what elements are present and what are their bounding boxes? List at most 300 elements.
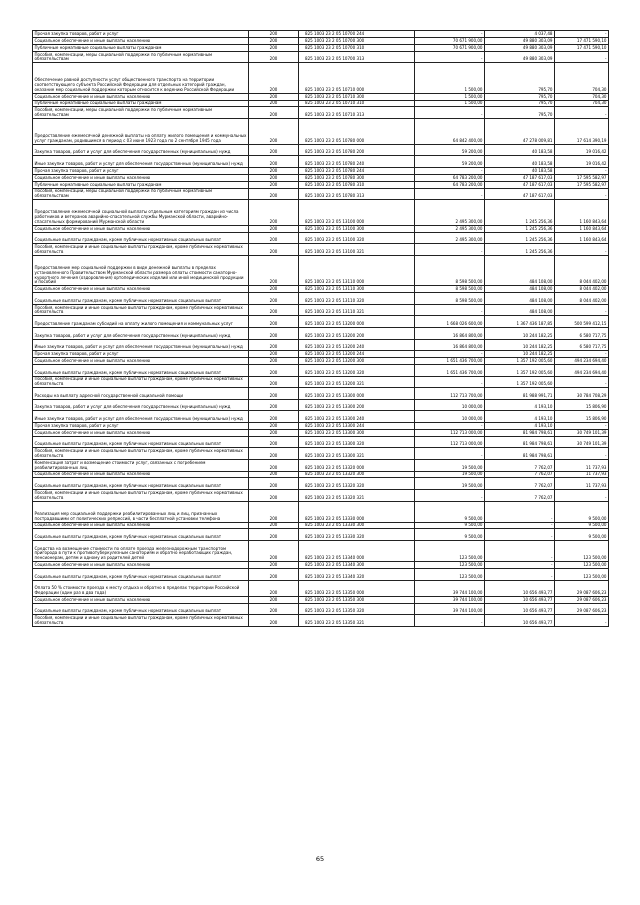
table-row (33, 411, 609, 423)
row-executed-cell: 795,70 (485, 63, 555, 93)
row-approved-cell: 1 500,00 (415, 93, 485, 100)
row-approved-cell: 64 783 200,00 (415, 174, 485, 181)
row-executed-cell: - (485, 568, 555, 580)
row-name-cell: Пособия, компенсации и иные социальные выплаты гражданам, кроме публичных нормативных обязательств (33, 615, 249, 627)
row-kbk-cell: 825 1003 23 2 05 13300 240 (299, 411, 415, 423)
row-code-cell: 200 (249, 459, 299, 471)
row-executed-cell: 10 656 493,77 (485, 596, 555, 603)
row-approved-cell: 19 500,00 (415, 471, 485, 478)
row-remaining-cell: - (555, 51, 609, 63)
row-executed-cell: 47 187 617,03 (485, 181, 555, 188)
table-row (33, 388, 609, 400)
row-approved-cell: 19 500,00 (415, 459, 485, 471)
row-approved-cell: 8 598 500,00 (415, 255, 485, 285)
row-code-cell: 200 (249, 293, 299, 305)
table-row (33, 562, 609, 569)
table-row (33, 471, 609, 478)
row-remaining-cell: 30 749 101,39 (555, 436, 609, 448)
row-kbk-cell: 825 1003 23 2 05 13320 300 (299, 471, 415, 478)
row-code-cell: 200 (249, 304, 299, 316)
row-kbk-cell: 825 1003 23 2 05 13200 000 (299, 316, 415, 328)
row-remaining-cell: 1 160 843,64 (555, 200, 609, 226)
table-row (33, 286, 609, 293)
row-executed-cell: 795,70 (485, 93, 555, 100)
row-approved-cell: 112 713 000,00 (415, 429, 485, 436)
row-approved-cell: 1 668 026 600,00 (415, 316, 485, 328)
row-remaining-cell: - (555, 615, 609, 627)
row-name-cell: Публичные нормативные социальные выплаты гражданам (33, 44, 249, 51)
row-executed-cell: 10 656 493,77 (485, 603, 555, 615)
row-executed-cell: 49 880 303,09 (485, 51, 555, 63)
row-approved-cell: 64 783 200,00 (415, 181, 485, 188)
row-name-cell: Пособия, компенсации, меры социальной поддержки по публичным нормативным обязательствам (33, 107, 249, 119)
row-remaining-cell: 9 500,00 (555, 529, 609, 541)
row-name-cell: Социальные выплаты гражданам, кроме публичных нормативных социальных выплат (33, 529, 249, 541)
row-kbk-cell: 825 1003 23 2 05 10700 244 (299, 31, 415, 38)
row-kbk-cell: 825 1003 23 2 05 13300 321 (299, 448, 415, 460)
row-executed-cell: 10 244 182,25 (485, 328, 555, 340)
row-approved-cell: 112 713 700,00 (415, 388, 485, 400)
table-row (33, 167, 609, 174)
row-approved-cell: 64 842 400,00 (415, 119, 485, 145)
row-kbk-cell: 825 1003 23 2 05 13320 000 (299, 459, 415, 471)
row-executed-cell: 10 244 182,25 (485, 339, 555, 351)
row-name-cell: Социальное обеспечение и иные выплаты населению (33, 358, 249, 365)
table-row (33, 232, 609, 244)
row-remaining-cell: - (555, 376, 609, 388)
row-approved-cell: - (415, 351, 485, 358)
row-approved-cell: 39 744 100,00 (415, 580, 485, 596)
row-code-cell: 200 (249, 181, 299, 188)
row-code-cell: 200 (249, 100, 299, 107)
row-kbk-cell: 825 1003 23 2 05 13300 000 (299, 388, 415, 400)
row-approved-cell: 123 500,00 (415, 541, 485, 562)
row-executed-cell: 49 880 303,09 (485, 44, 555, 51)
row-approved-cell: 1 651 436 700,00 (415, 358, 485, 365)
row-remaining-cell: 29 087 606,23 (555, 603, 609, 615)
row-kbk-cell: 825 1003 23 2 05 10780 310 (299, 181, 415, 188)
row-approved-cell: - (415, 489, 485, 501)
row-executed-cell: 1 357 192 005,60 (485, 358, 555, 365)
row-remaining-cell: - (555, 489, 609, 501)
row-code-cell: 200 (249, 436, 299, 448)
table-row (33, 364, 609, 376)
row-name-cell: Пособия, компенсации и иные социальные выплаты гражданам, кроме публичных нормативных обязательств (33, 376, 249, 388)
row-approved-cell: 59 200,00 (415, 156, 485, 168)
row-kbk-cell: 825 1003 23 2 05 13200 321 (299, 376, 415, 388)
row-approved-cell: 9 500,00 (415, 529, 485, 541)
table-row (33, 615, 609, 627)
row-name-cell: Иные закупки товаров, работ и услуг для обеспечения государственных (муниципальных) нужд (33, 339, 249, 351)
row-remaining-cell: 8 044 402,00 (555, 293, 609, 305)
row-name-cell: Социальное обеспечение и иные выплаты населению (33, 37, 249, 44)
row-executed-cell: - (485, 522, 555, 529)
table-row (33, 144, 609, 156)
row-code-cell: 200 (249, 399, 299, 411)
row-executed-cell: 40 183,58 (485, 167, 555, 174)
row-name-cell: Закупка товаров, работ и услуг для обеспечения государственных (муниципальных) нужд (33, 144, 249, 156)
table-row (33, 501, 609, 522)
row-kbk-cell: 825 1003 23 2 05 13200 320 (299, 364, 415, 376)
row-name-cell: Пособия, компенсации, меры социальной поддержки по публичным нормативным обязательствам (33, 188, 249, 200)
row-kbk-cell: 825 1003 23 2 05 13350 000 (299, 580, 415, 596)
row-name-cell: Средства на возмещение стоимости по оплате проезда железнодорожным транспортом пригорода в пути к противотуберкулезным санаториям и обратно неработающих граждан, пенсионерам, детям и одному из родителей детей (33, 541, 249, 562)
row-executed-cell: 7 762,07 (485, 471, 555, 478)
row-remaining-cell: 17 595 582,97 (555, 174, 609, 181)
row-executed-cell: 81 984 798,61 (485, 436, 555, 448)
table-row (33, 422, 609, 429)
row-name-cell: Предоставление мер социальной поддержки в виде денежной выплаты в пределах установленного Правительством Мурманской области размера оплаты стоимости санаторно-курортного лечения (оздоровления) ортопедических изделий или иной медицинской продукции и пособий (33, 255, 249, 285)
row-remaining-cell: 11 737,93 (555, 478, 609, 490)
table-row (33, 174, 609, 181)
row-code-cell: 200 (249, 225, 299, 232)
row-code-cell: 200 (249, 144, 299, 156)
budget-table (32, 30, 609, 627)
row-approved-cell: 1 651 436 700,00 (415, 364, 485, 376)
table-row (33, 529, 609, 541)
row-executed-cell: 4 193,10 (485, 399, 555, 411)
row-remaining-cell: 17 471 590,10 (555, 37, 609, 44)
row-remaining-cell: 30 749 101,39 (555, 429, 609, 436)
row-executed-cell: 10 656 493,77 (485, 580, 555, 596)
row-name-cell: Пособия, компенсации и иные социальные выплаты гражданам, кроме публичных нормативных обязательств (33, 448, 249, 460)
row-approved-cell: - (415, 448, 485, 460)
row-kbk-cell: 825 1003 23 2 05 10700 310 (299, 44, 415, 51)
row-kbk-cell: 825 1003 23 2 05 13340 300 (299, 562, 415, 569)
row-executed-cell: 484 108,00 (485, 255, 555, 285)
table-row (33, 568, 609, 580)
row-remaining-cell: 8 044 402,00 (555, 286, 609, 293)
row-name-cell: Социальное обеспечение и иные выплаты населению (33, 471, 249, 478)
row-remaining-cell: 8 044 402,00 (555, 255, 609, 285)
row-code-cell: 200 (249, 51, 299, 63)
table-row (33, 244, 609, 256)
table-row (33, 339, 609, 351)
row-code-cell: 200 (249, 93, 299, 100)
row-name-cell: Пособия, компенсации и иные социальные выплаты гражданам, кроме публичных нормативных обязательств (33, 244, 249, 256)
row-remaining-cell: - (555, 448, 609, 460)
row-name-cell: Социальные выплаты гражданам, кроме публичных нормативных социальных выплат (33, 232, 249, 244)
row-name-cell: Предоставление ежемесячной денежной выплаты на оплату жилого помещения и коммунальных услуг гражданам, родившимся в период с 03 июня 1923 года по 2 сентября 1945 года (33, 119, 249, 145)
row-code-cell: 200 (249, 358, 299, 365)
row-executed-cell: 7 762,07 (485, 459, 555, 471)
row-kbk-cell: 825 1003 23 2 05 10780 000 (299, 119, 415, 145)
row-approved-cell: - (415, 615, 485, 627)
row-approved-cell: 16 864 800,00 (415, 328, 485, 340)
row-code-cell: 200 (249, 167, 299, 174)
row-kbk-cell: 825 1003 23 2 05 10780 240 (299, 156, 415, 168)
row-kbk-cell: 825 1003 23 2 05 10780 313 (299, 188, 415, 200)
row-name-cell: Иные закупки товаров, работ и услуг для обеспечения государственных (муниципальных) нужд (33, 411, 249, 423)
row-kbk-cell: 825 1003 23 2 05 10780 200 (299, 144, 415, 156)
table-row (33, 181, 609, 188)
table-row (33, 316, 609, 328)
row-code-cell: 200 (249, 471, 299, 478)
row-approved-cell: - (415, 422, 485, 429)
row-kbk-cell: 825 1003 23 2 05 10710 300 (299, 93, 415, 100)
row-name-cell: Оплата 50 % стоимости проезда к месту отдыха и обратно в пределах территории Российской Федерации (один раз в два года) (33, 580, 249, 596)
row-code-cell: 200 (249, 489, 299, 501)
table-row (33, 255, 609, 285)
table-row (33, 44, 609, 51)
row-executed-cell: 484 108,00 (485, 304, 555, 316)
row-name-cell: Социальные выплаты гражданам, кроме публичных нормативных социальных выплат (33, 293, 249, 305)
row-code-cell: 200 (249, 156, 299, 168)
table-row (33, 328, 609, 340)
row-code-cell: 200 (249, 429, 299, 436)
row-executed-cell: - (485, 541, 555, 562)
row-code-cell: 200 (249, 529, 299, 541)
row-remaining-cell: 123 500,00 (555, 562, 609, 569)
row-remaining-cell: 30 784 708,29 (555, 388, 609, 400)
row-name-cell: Прочая закупка товаров, работ и услуг (33, 31, 249, 38)
row-code-cell: 200 (249, 603, 299, 615)
row-code-cell: 200 (249, 580, 299, 596)
row-remaining-cell: 1 160 843,64 (555, 232, 609, 244)
row-remaining-cell: 11 737,93 (555, 459, 609, 471)
row-remaining-cell: 29 087 606,23 (555, 580, 609, 596)
row-remaining-cell: 123 500,00 (555, 541, 609, 562)
row-kbk-cell: 825 1003 23 2 05 13100 300 (299, 225, 415, 232)
table-row (33, 225, 609, 232)
row-kbk-cell: 825 1003 23 2 05 13100 320 (299, 232, 415, 244)
table-row (33, 156, 609, 168)
row-remaining-cell: 123 500,00 (555, 568, 609, 580)
row-code-cell: 200 (249, 119, 299, 145)
table-row (33, 119, 609, 145)
table-row (33, 596, 609, 603)
row-name-cell: Социальные выплаты гражданам, кроме публичных нормативных социальных выплат (33, 364, 249, 376)
row-code-cell: 200 (249, 188, 299, 200)
row-executed-cell: 81 988 991,71 (485, 388, 555, 400)
row-remaining-cell: 9 500,00 (555, 522, 609, 529)
row-executed-cell: 10 656 493,77 (485, 615, 555, 627)
row-name-cell: Прочая закупка товаров, работ и услуг (33, 167, 249, 174)
row-name-cell: Социальное обеспечение и иные выплаты населению (33, 522, 249, 529)
row-executed-cell: 81 984 798,61 (485, 448, 555, 460)
row-remaining-cell: 17 595 582,97 (555, 181, 609, 188)
row-kbk-cell: 825 1003 23 2 05 10710 313 (299, 107, 415, 119)
row-kbk-cell: 825 1003 23 2 05 13110 321 (299, 304, 415, 316)
row-code-cell: 200 (249, 596, 299, 603)
row-executed-cell: 795,70 (485, 100, 555, 107)
table-row (33, 448, 609, 460)
row-code-cell: 200 (249, 364, 299, 376)
row-remaining-cell: 11 737,93 (555, 471, 609, 478)
row-code-cell: 200 (249, 63, 299, 93)
row-name-cell: Реализация мер социальной поддержки реабилитированных лиц и лиц, признанных пострадавшими от политических репрессий, в части бесплатной установки телефона (33, 501, 249, 522)
row-approved-cell: 9 500,00 (415, 501, 485, 522)
row-name-cell: Пособия, компенсации и иные социальные выплаты гражданам, кроме публичных нормативных обязательств (33, 304, 249, 316)
row-approved-cell: 59 200,00 (415, 144, 485, 156)
row-name-cell: Иные закупки товаров, работ и услуг для обеспечения государственных (муниципальных) нужд (33, 156, 249, 168)
report-page (32, 30, 608, 627)
row-name-cell: Закупка товаров, работ и услуг для обеспечения государственных (муниципальных) нужд (33, 328, 249, 340)
row-executed-cell: 1 245 256,36 (485, 232, 555, 244)
row-kbk-cell: 825 1003 23 2 05 13200 200 (299, 328, 415, 340)
row-remaining-cell: 15 806,90 (555, 411, 609, 423)
row-code-cell: 200 (249, 339, 299, 351)
row-remaining-cell: - (555, 422, 609, 429)
row-remaining-cell: 704,30 (555, 63, 609, 93)
row-kbk-cell: 825 1003 23 2 05 13330 300 (299, 522, 415, 529)
row-executed-cell: 47 187 617,03 (485, 188, 555, 200)
row-approved-cell: - (415, 31, 485, 38)
row-kbk-cell: 825 1003 23 2 05 13200 300 (299, 358, 415, 365)
row-approved-cell: 9 500,00 (415, 522, 485, 529)
row-remaining-cell: 17 614 390,19 (555, 119, 609, 145)
row-remaining-cell: - (555, 31, 609, 38)
row-name-cell: Социальное обеспечение и иные выплаты населению (33, 562, 249, 569)
row-remaining-cell: - (555, 351, 609, 358)
row-approved-cell: 112 713 000,00 (415, 436, 485, 448)
row-remaining-cell: 494 234 694,40 (555, 358, 609, 365)
table-row (33, 351, 609, 358)
row-kbk-cell: 825 1003 23 2 05 13350 300 (299, 596, 415, 603)
row-name-cell: Обеспечение равной доступности услуг общественного транспорта на территории соответствующего субъекта Российской Федерации для отдельных категорий граждан, оказание мер социальной поддержки которым относится к ведению Российской Федерации (33, 63, 249, 93)
row-name-cell: Социальные выплаты гражданам, кроме публичных нормативных социальных выплат (33, 603, 249, 615)
row-kbk-cell: 825 1003 23 2 05 13320 321 (299, 489, 415, 501)
row-name-cell: Социальное обеспечение и иные выплаты населению (33, 429, 249, 436)
row-remaining-cell: 6 580 717,75 (555, 328, 609, 340)
table-row (33, 436, 609, 448)
table-row (33, 580, 609, 596)
row-approved-cell: - (415, 167, 485, 174)
row-executed-cell: 47 187 617,03 (485, 174, 555, 181)
row-code-cell: 200 (249, 411, 299, 423)
row-approved-cell: 123 500,00 (415, 568, 485, 580)
row-remaining-cell: 6 580 717,75 (555, 339, 609, 351)
row-kbk-cell: 825 1003 23 2 05 13300 300 (299, 429, 415, 436)
row-remaining-cell: - (555, 244, 609, 256)
row-approved-cell: 2 495 300,00 (415, 232, 485, 244)
table-row (33, 304, 609, 316)
row-approved-cell: 8 598 500,00 (415, 293, 485, 305)
row-kbk-cell: 825 1003 23 2 05 13100 000 (299, 200, 415, 226)
row-code-cell: 200 (249, 316, 299, 328)
row-approved-cell: 39 744 100,00 (415, 596, 485, 603)
table-row (33, 293, 609, 305)
row-approved-cell: 2 495 300,00 (415, 225, 485, 232)
row-kbk-cell: 825 1003 23 2 05 13350 321 (299, 615, 415, 627)
row-remaining-cell: 19 016,42 (555, 144, 609, 156)
row-code-cell: 200 (249, 31, 299, 38)
row-kbk-cell: 825 1003 23 2 05 13110 000 (299, 255, 415, 285)
row-name-cell: Социальные выплаты гражданам, кроме публичных нормативных социальных выплат (33, 478, 249, 490)
row-executed-cell: 484 108,00 (485, 286, 555, 293)
row-kbk-cell: 825 1003 23 2 05 13320 320 (299, 478, 415, 490)
row-name-cell: Социальные выплаты гражданам, кроме публичных нормативных социальных выплат (33, 568, 249, 580)
row-name-cell: Публичные нормативные социальные выплаты гражданам (33, 181, 249, 188)
row-kbk-cell: 825 1003 23 2 05 10780 300 (299, 174, 415, 181)
row-remaining-cell: 29 087 606,23 (555, 596, 609, 603)
row-remaining-cell: - (555, 304, 609, 316)
row-code-cell: 200 (249, 541, 299, 562)
row-remaining-cell: - (555, 167, 609, 174)
row-remaining-cell: 704,30 (555, 93, 609, 100)
row-name-cell: Социальное обеспечение и иные выплаты населению (33, 596, 249, 603)
row-name-cell: Социальное обеспечение и иные выплаты населению (33, 225, 249, 232)
row-kbk-cell: 825 1003 23 2 05 10700 300 (299, 37, 415, 44)
row-remaining-cell: 9 500,00 (555, 501, 609, 522)
row-code-cell: 200 (249, 422, 299, 429)
row-executed-cell: 1 357 192 005,60 (485, 376, 555, 388)
row-executed-cell: 4 193,10 (485, 422, 555, 429)
table-row (33, 376, 609, 388)
row-executed-cell: - (485, 562, 555, 569)
row-executed-cell: 7 762,07 (485, 478, 555, 490)
row-code-cell: 200 (249, 501, 299, 522)
row-code-cell: 200 (249, 448, 299, 460)
row-kbk-cell: 825 1003 23 2 05 13340 320 (299, 568, 415, 580)
row-code-cell: 200 (249, 478, 299, 490)
row-approved-cell: 39 744 100,00 (415, 603, 485, 615)
row-code-cell: 200 (249, 244, 299, 256)
table-row (33, 107, 609, 119)
row-executed-cell: 1 245 256,36 (485, 225, 555, 232)
row-executed-cell: 4 193,10 (485, 411, 555, 423)
row-code-cell: 200 (249, 232, 299, 244)
row-code-cell: 200 (249, 522, 299, 529)
table-row (33, 200, 609, 226)
row-approved-cell: 10 000,00 (415, 411, 485, 423)
row-approved-cell: 123 500,00 (415, 562, 485, 569)
row-remaining-cell: 704,30 (555, 100, 609, 107)
row-kbk-cell: 825 1003 23 2 05 10710 310 (299, 100, 415, 107)
row-executed-cell: 7 762,07 (485, 489, 555, 501)
row-executed-cell: 1 367 436 187,85 (485, 316, 555, 328)
row-code-cell: 200 (249, 562, 299, 569)
row-executed-cell: 49 880 303,09 (485, 37, 555, 44)
row-kbk-cell: 825 1003 23 2 05 13110 300 (299, 286, 415, 293)
table-row (33, 522, 609, 529)
row-executed-cell: - (485, 501, 555, 522)
row-kbk-cell: 825 1003 23 2 05 13300 320 (299, 436, 415, 448)
row-kbk-cell: 825 1003 23 2 05 13100 321 (299, 244, 415, 256)
row-code-cell: 200 (249, 328, 299, 340)
table-row (33, 399, 609, 411)
row-name-cell: Прочая закупка товаров, работ и услуг (33, 422, 249, 429)
row-executed-cell: 484 108,00 (485, 293, 555, 305)
table-row (33, 541, 609, 562)
row-approved-cell: 2 495 300,00 (415, 200, 485, 226)
table-row (33, 429, 609, 436)
row-name-cell: Прочая закупка товаров, работ и услуг (33, 351, 249, 358)
row-remaining-cell: 494 234 694,40 (555, 364, 609, 376)
row-approved-cell: 16 864 800,00 (415, 339, 485, 351)
row-name-cell: Предоставление гражданам субсидий на оплату жилого помещения и коммунальных услуг (33, 316, 249, 328)
row-approved-cell: - (415, 376, 485, 388)
row-name-cell: Пособия, компенсации и иные социальные выплаты гражданам, кроме публичных нормативных обязательств (33, 489, 249, 501)
row-executed-cell: - (485, 529, 555, 541)
row-approved-cell: - (415, 188, 485, 200)
row-approved-cell: - (415, 304, 485, 316)
table-row (33, 31, 609, 38)
row-executed-cell: 1 245 256,36 (485, 200, 555, 226)
row-remaining-cell: 19 016,42 (555, 156, 609, 168)
row-kbk-cell: 825 1003 23 2 05 13200 244 (299, 351, 415, 358)
row-executed-cell: 40 183,58 (485, 156, 555, 168)
row-code-cell: 200 (249, 174, 299, 181)
row-kbk-cell: 825 1003 23 2 05 10710 000 (299, 63, 415, 93)
row-kbk-cell: 825 1003 23 2 05 13110 320 (299, 293, 415, 305)
row-code-cell: 200 (249, 37, 299, 44)
table-row (33, 37, 609, 44)
row-remaining-cell: 500 599 412,15 (555, 316, 609, 328)
row-executed-cell: 1 245 256,36 (485, 244, 555, 256)
row-name-cell: Закупка товаров, работ и услуг для обеспечения государственных (муниципальных) нужд (33, 399, 249, 411)
row-code-cell: 200 (249, 376, 299, 388)
